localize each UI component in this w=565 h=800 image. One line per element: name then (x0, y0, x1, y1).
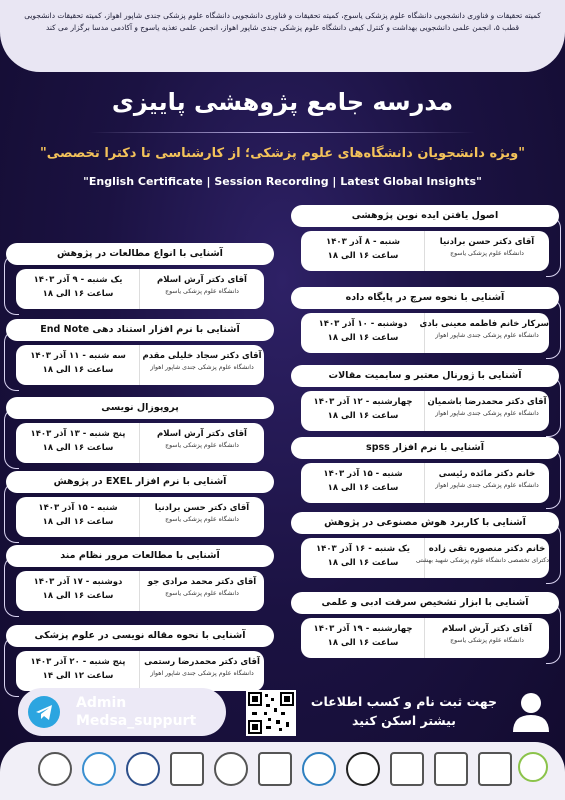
session-card (291, 592, 559, 662)
session-time: ساعت ۱۶ الی ۱۸ (327, 558, 399, 568)
instructor-name: آقای دکتر سجاد خلیلی مقدم (142, 351, 262, 361)
session-details (301, 618, 549, 658)
instructor-block (415, 538, 549, 578)
features-line: "English Certificate | Session Recording | Latest Global Insights" (83, 175, 482, 188)
instructor-name: آقای دکتر حسن برادنیا (154, 503, 250, 513)
session-date: دوشنبه - ۱۷ آذر ۱۴۰۳ (33, 577, 123, 587)
session-time: ساعت ۱۶ الی ۱۸ (327, 251, 399, 261)
session-card (291, 205, 559, 275)
session-time: ساعت ۱۶ الی ۱۸ (42, 591, 114, 601)
admin-label: Admin (76, 695, 127, 711)
user-icon (510, 690, 552, 734)
session-topic: آشنایی با نرم افزار استناد دهی End Note (6, 319, 274, 341)
admin-text (76, 694, 196, 730)
schedule-block (301, 313, 425, 353)
instructor-name: آقای دکتر آرش اسلام (157, 275, 247, 285)
logo-emblem-7 (302, 752, 336, 786)
session-time: ساعت ۱۶ الی ۱۸ (327, 483, 399, 493)
logo-emblem-8 (346, 752, 380, 786)
session-card (291, 437, 559, 507)
schedule-block (16, 345, 140, 385)
session-card (291, 287, 559, 357)
session-details (16, 345, 264, 385)
instructor-university: دانشگاه علوم پزشکی جندی شاپور اهواز (435, 332, 539, 339)
session-topic: آشنایی با نحوه سرچ در پایگاه داده (291, 287, 559, 309)
session-time: ساعت ۱۶ الی ۱۸ (327, 638, 399, 648)
session-details (301, 463, 549, 503)
instructor-block (424, 618, 549, 658)
page-subtitle: "ویژه دانشجویان دانشگاه‌های علوم پزشکی؛ از کارشناسی تا دکترا تخصصی" (40, 146, 525, 161)
divider (90, 132, 475, 133)
page-title: مدرسه جامع پژوهشی پاییزی (111, 88, 454, 116)
instructor-university: دکترای تخصصی دانشگاه علوم پزشکی شهید بهشتی (415, 557, 549, 564)
schedule-block (301, 618, 425, 658)
instructor-name: آقای دکتر محمد مرادی جو (147, 577, 257, 587)
logo-emblem-10 (434, 752, 468, 786)
instructor-university: دانشگاه علوم پزشکی جندی شاپور اهواز (435, 410, 539, 417)
session-date: پنج شنبه - ۱۳ آذر ۱۴۰۳ (30, 429, 126, 439)
session-time: ساعت ۱۶ الی ۱۸ (327, 411, 399, 421)
telegram-icon (28, 696, 60, 728)
schedule-block (301, 391, 425, 431)
session-card (291, 365, 559, 435)
session-details (16, 269, 264, 309)
instructor-block (424, 231, 549, 271)
logo-emblem-4 (170, 752, 204, 786)
session-time: ساعت ۱۶ الی ۱۸ (42, 289, 114, 299)
register-line-2: بیشتر اسکن کنید (352, 713, 456, 728)
session-card (6, 625, 274, 695)
logo-emblem-11 (478, 752, 512, 786)
instructor-block (139, 423, 264, 463)
instructor-university: دانشگاه علوم پزشکی یاسوج (165, 590, 239, 597)
session-topic: آشنایی با نرم افزار EXEL در پژوهش (6, 471, 274, 493)
logo-emblem-9 (390, 752, 424, 786)
schedule-block (16, 571, 140, 611)
instructor-university: دانشگاه علوم پزشکی یاسوج (165, 288, 239, 295)
session-card (6, 545, 274, 615)
session-topic: آشنایی با کاربرد هوش مصنوعی در پژوهش (291, 512, 559, 534)
schedule-block (301, 463, 425, 503)
session-time: ساعت ۱۶ الی ۱۸ (327, 333, 399, 343)
instructor-name: آقای دکتر آرش اسلام (157, 429, 247, 439)
session-details (301, 231, 549, 271)
instructor-name: آقای دکتر محمدرضا رستمی (144, 657, 260, 667)
session-date: یک شنبه - ۱۶ آذر ۱۴۰۳ (315, 544, 410, 554)
session-date: شنبه - ۱۵ آذر ۱۴۰۳ (323, 469, 403, 479)
session-date: پنج شنبه - ۲۰ آذر ۱۴۰۳ (30, 657, 126, 667)
instructor-block (424, 391, 549, 431)
session-date: سه شنبه - ۱۱ آذر ۱۴۰۳ (30, 351, 126, 361)
sponsor-logos (0, 742, 565, 800)
session-details (301, 313, 549, 353)
instructor-block (139, 651, 264, 691)
logo-emblem-3 (126, 752, 160, 786)
instructor-name: آقای دکتر حسن برادنیا (439, 237, 535, 247)
instructor-name: سرکار خانم فاطمه معینی بادی (419, 319, 549, 329)
instructor-university: دانشگاه علوم پزشکی یاسوج (450, 637, 524, 644)
instructor-university: دانشگاه علوم پزشکی جندی شاپور اهواز (150, 364, 254, 371)
session-details (16, 423, 264, 463)
instructor-university: دانشگاه علوم پزشکی یاسوج (165, 516, 239, 523)
session-topic: آشنایی با نرم افزار spss (291, 437, 559, 459)
session-card (291, 512, 559, 582)
logo-emblem-2 (82, 752, 116, 786)
session-details (301, 391, 549, 431)
instructor-university: دانشگاه علوم پزشکی جندی شاپور اهواز (435, 482, 539, 489)
instructor-block (424, 463, 549, 503)
session-topic: آشنایی با مطالعات مرور نظام مند (6, 545, 274, 567)
contact-bar (18, 688, 548, 738)
admin-handle[interactable]: Medsa_suppurt (76, 713, 197, 729)
session-topic: آشنایی با انواع مطالعات در پژوهش (6, 243, 274, 265)
schedule-block (16, 651, 140, 691)
instructor-block (139, 571, 264, 611)
instructor-block (139, 269, 264, 309)
session-details (16, 497, 264, 537)
schedule-block (16, 497, 140, 537)
session-topic: آشنایی با ژورنال معتبر و سابمیت مقالات (291, 365, 559, 387)
schedule-block (16, 423, 140, 463)
session-time: ساعت ۱۶ الی ۱۸ (42, 365, 114, 375)
session-date: دوشنبه - ۱۰ آذر ۱۴۰۳ (318, 319, 408, 329)
session-date: چهارشنبه - ۱۲ آذر ۱۴۰۳ (313, 397, 413, 407)
session-date: شنبه - ۸ آذر ۱۴۰۳ (326, 237, 400, 247)
logo-emblem-6 (258, 752, 292, 786)
organizers-banner (0, 0, 565, 72)
instructor-university: دانشگاه علوم پزشکی جندی شاپور اهواز (150, 670, 254, 677)
instructor-name: آقای دکتر محمدرضا باشمیان (427, 397, 547, 407)
session-topic: اصول یافتن ایده نوین پژوهشی (291, 205, 559, 227)
session-time: ساعت ۱۲ الی ۱۴ (42, 671, 114, 681)
logo-emblem-5 (214, 752, 248, 786)
session-topic: پروپوزال نویسی (6, 397, 274, 419)
session-card (6, 319, 274, 389)
session-date: شنبه - ۱۵ آذر ۱۴۰۳ (38, 503, 118, 513)
session-date: چهارشنبه - ۱۹ آذر ۱۴۰۳ (313, 624, 413, 634)
schedule-block (16, 269, 140, 309)
session-card (6, 471, 274, 541)
organizers-text: کمیته تحقیقات و فناوری دانشجویی دانشگاه علوم پزشکی یاسوج، کمیته تحقیقات و فناوری دانشجویی دانشگاه علوم پزشکی جندی شاپور اهواز، کمیته تحقیقات دانشجویی قطب ۵، انجمن علمی دانشجویی بهداشت و کنترل کیفی دانشگاه علوم پزشکی جندی شاپور اهواز، انجمن علمی تغذیه یاسوج و آکادمی مدسا برگزار می کند (24, 11, 541, 32)
logo-emblem-1 (38, 752, 72, 786)
schedule-block (301, 538, 425, 578)
session-card (6, 243, 274, 313)
session-time: ساعت ۱۶ الی ۱۸ (42, 517, 114, 527)
session-details (16, 651, 264, 691)
logo-emblem-12 (518, 752, 548, 782)
instructor-university: دانشگاه علوم پزشکی یاسوج (165, 442, 239, 449)
register-line-1: جهت ثبت نام و کسب اطلاعات (310, 694, 498, 709)
instructor-name: خانم دکتر منصوره تقی زاده (428, 544, 546, 554)
instructor-university: دانشگاه علوم پزشکی یاسوج (450, 250, 524, 257)
session-card (6, 397, 274, 467)
session-time: ساعت ۱۶ الی ۱۸ (42, 443, 114, 453)
session-details (16, 571, 264, 611)
session-topic: آشنایی با نحوه مقاله نویسی در علوم پزشکی (6, 625, 274, 647)
instructor-block (139, 345, 264, 385)
session-topic: آشنایی با ابزار تشخیص سرقت ادبی و علمی (291, 592, 559, 614)
session-date: یک شنبه - ۹ آذر ۱۴۰۳ (33, 275, 123, 285)
instructor-name: آقای دکتر آرش اسلام (442, 624, 532, 634)
instructor-block (419, 313, 549, 353)
instructor-name: خانم دکتر مائده رئیسی (438, 469, 536, 479)
schedule-block (301, 231, 425, 271)
instructor-block (139, 497, 264, 537)
registration-text (304, 692, 504, 730)
qr-code[interactable] (246, 690, 296, 736)
session-details (301, 538, 549, 578)
